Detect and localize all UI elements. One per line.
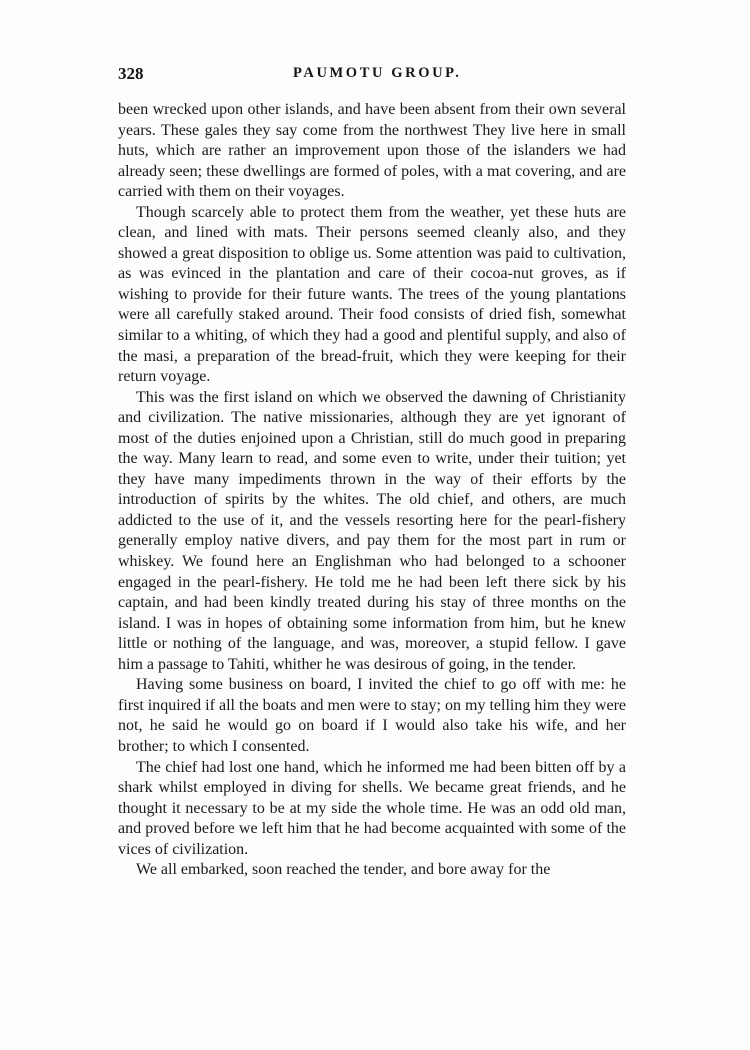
paragraph-continued: been wrecked upon other islands, and have been absent from their own several years. These gales they say come from the northwest They live here in small huts, which are rather an improvement upon those of the islanders we had already seen; these dwellings are formed of poles, with a mat covering, and are carried with them on their voyages. (118, 101, 626, 201)
page-header (118, 64, 628, 88)
body-text (118, 100, 626, 881)
paragraph: Though scarcely able to protect them from the weather, yet these huts are clean, and lined with mats. Their persons seemed cleanly also, and they showed a great disposition to oblige us. Some attention was paid to cultivation, as was evinced in the plantation and care of their cocoa-nut groves, as if wishing to provide for their future wants. The trees of the young plantations were all carefully staked around. Their food consists of dried fish, somewhat similar to a whiting, of which they had a good and plentiful supply, and also of the masi, a preparation of the bread-fruit, which they were keeping for their return voyage. (118, 203, 626, 386)
running-head: PAUMOTU GROUP. (293, 65, 462, 81)
paragraph: Having some business on board, I invited the chief to go off with me: he first inquired if all the boats and men were to stay; on my telling him they were not, he said he would go on board if I would also take his wife, and her brother; to which I consented. (118, 676, 626, 755)
paragraph: This was the first island on which we observed the dawning of Christianity and civilization. The native missionaries, although they are yet ignorant of most of the duties enjoined upon a Christian, still do much good in preparing the way. Many learn to read, and some even to write, under their tuition; yet they have many impediments thrown in the way of their efforts by the introduction of spirits by the whites. The old chief, and others, are much addicted to the use of it, and the vessels resorting here for the pearl-fishery generally employ native divers, and pay them for the most part in rum or whiskey. We found here an Englishman who had belonged to a schooner engaged in the pearl-fishery. He told me he had been left there sick by his captain, and had been kindly treated during his stay of three months on the island. I was in hopes of obtaining some information from him, but he knew little or nothing of the language, and was, moreover, a stupid fellow. I gave him a passage to Tahiti, whither he was desirous of going, in the tender. (118, 388, 626, 673)
paragraph: We all embarked, soon reached the tender, and bore away for the (136, 861, 551, 879)
page-number: 328 (118, 64, 144, 83)
paragraph: The chief had lost one hand, which he informed me had been bitten off by a shark whilst employed in diving for shells. We became great friends, and he thought it necessary to be at my side the whole time. He was an odd old man, and proved before we left him that he had become acquainted with some of the vices of civilization. (118, 758, 626, 858)
